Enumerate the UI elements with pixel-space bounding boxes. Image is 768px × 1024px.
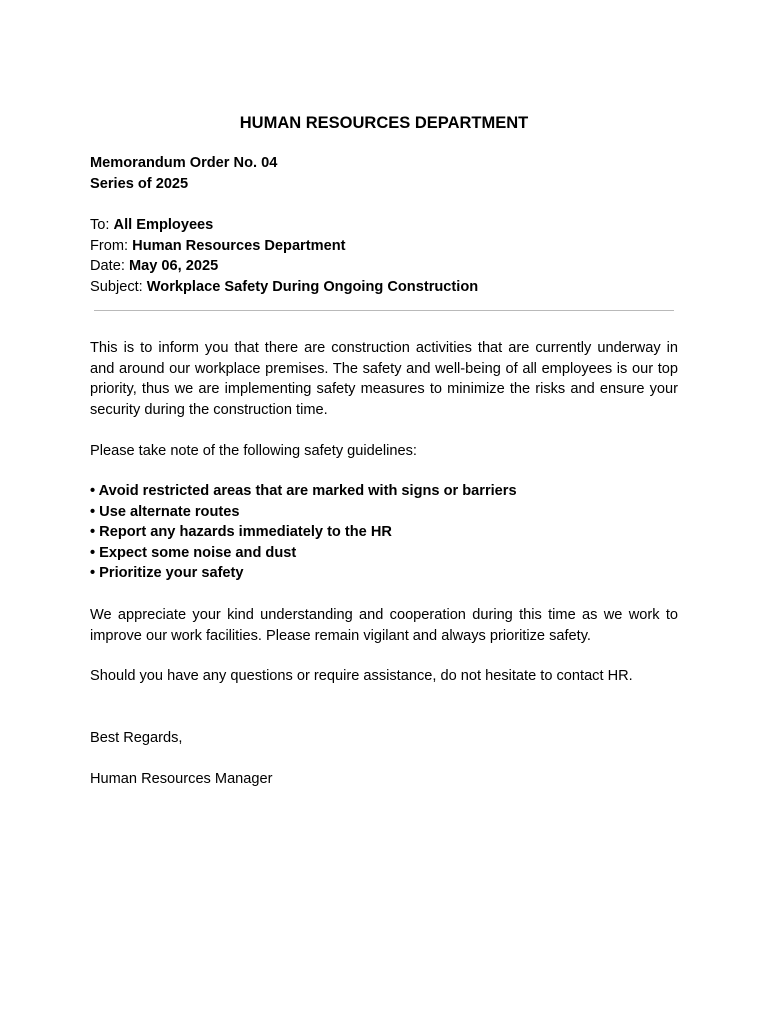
contact-paragraph: Should you have any questions or require assistance, do not hesitate to contact HR. [90, 668, 633, 684]
date-field [90, 256, 678, 277]
subject-label: Subject: [90, 278, 143, 295]
date-label: Date: [90, 258, 125, 274]
closing-line: Best Regards, [90, 730, 183, 746]
guideline-item: • Prioritize your safety [90, 565, 244, 581]
guideline-item: • Expect some noise and dust [90, 544, 297, 561]
guidelines-lead: Please take note of the following safety guidelines: [90, 443, 417, 459]
guideline-item: • Report any hazards immediately to the HR [90, 524, 392, 540]
signatory: Human Resources Manager [90, 771, 273, 787]
appreciation-paragraph: We appreciate your kind understanding and cooperation during this time as we work to improve our work facilities. Please remain vigilant and always prioritize safety. [90, 607, 678, 644]
to-label: To: [90, 217, 110, 233]
guidelines-list [90, 481, 678, 584]
memo-order-number: Memorandum Order No. 04 [90, 155, 278, 171]
department-title: HUMAN RESOURCES DEPARTMENT [239, 114, 529, 132]
memo-series: Series of 2025 [90, 175, 189, 192]
memo-header-fields [90, 215, 678, 297]
header-divider [94, 310, 674, 311]
guideline-item: • Use alternate routes [90, 503, 240, 520]
memo-order-block [90, 153, 678, 194]
from-label: From: [90, 237, 129, 254]
from-field [90, 236, 678, 257]
guideline-item: • Avoid restricted areas that are marked with signs or barriers [90, 483, 517, 499]
from-value: Human Resources Department [132, 237, 346, 254]
subject-value: Workplace Safety During Ongoing Construction [146, 278, 479, 295]
date-value: May 06, 2025 [128, 258, 219, 274]
subject-field [90, 277, 678, 298]
to-field [90, 215, 678, 236]
intro-paragraph: This is to inform you that there are construction activities that are currently underway in and around our workplace premises. The safety and well-being of all employees is our top priority, thus we are implementing safety measures to minimize the risks and ensure your security during the construction time. [90, 340, 678, 418]
to-value: All Employees [113, 217, 214, 233]
